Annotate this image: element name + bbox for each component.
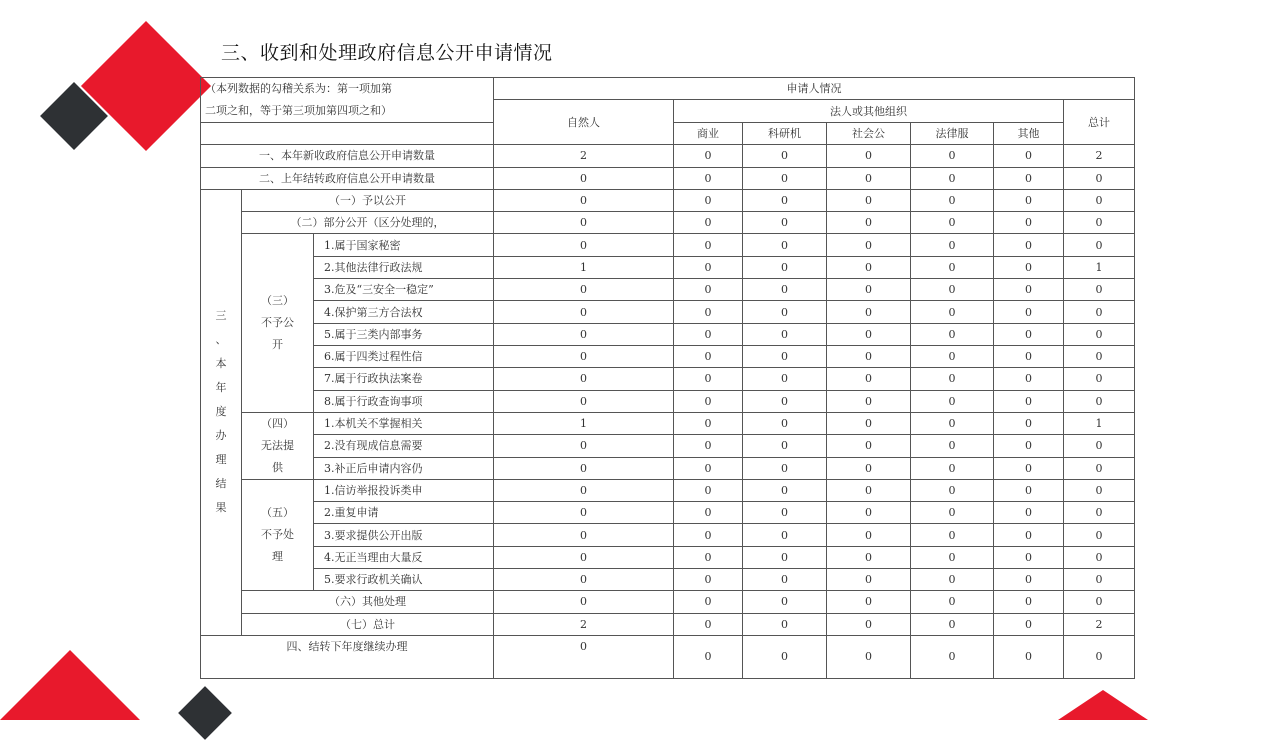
header-sub-business: 商业 xyxy=(674,123,743,145)
value-cell: 0 xyxy=(743,234,827,256)
value-cell: 0 xyxy=(911,256,994,278)
value-cell: 0 xyxy=(743,301,827,323)
value-cell: 1 xyxy=(1064,412,1135,434)
value-cell: 0 xyxy=(827,502,911,524)
header-legal-person: 法人或其他组织 xyxy=(674,100,1064,123)
value-cell: 0 xyxy=(994,569,1064,591)
value-cell: 0 xyxy=(1064,479,1135,501)
section-three-label: 三 、 本 年 度 办 理 结 果 xyxy=(201,189,242,635)
row-label: 1.本机关不掌握相关 xyxy=(314,412,494,434)
value-cell: 0 xyxy=(994,323,1064,345)
value-cell: 0 xyxy=(994,613,1064,635)
value-cell: 0 xyxy=(911,301,994,323)
value-cell: 0 xyxy=(994,435,1064,457)
value-cell: 0 xyxy=(911,189,994,211)
value-cell: 0 xyxy=(994,145,1064,167)
value-cell: 0 xyxy=(827,301,911,323)
header-note-cont xyxy=(201,123,494,145)
value-cell: 0 xyxy=(674,234,743,256)
value-cell: 0 xyxy=(494,212,674,234)
value-cell: 0 xyxy=(994,234,1064,256)
value-cell: 0 xyxy=(674,189,743,211)
value-cell: 0 xyxy=(743,546,827,568)
value-cell: 0 xyxy=(674,635,743,678)
value-cell: 0 xyxy=(827,412,911,434)
value-cell: 0 xyxy=(994,412,1064,434)
value-cell: 1 xyxy=(1064,256,1135,278)
value-cell: 0 xyxy=(827,279,911,301)
value-cell: 0 xyxy=(1064,323,1135,345)
value-cell: 0 xyxy=(674,412,743,434)
row-label: 3.要求提供公开出版 xyxy=(314,524,494,546)
row-label: 3.补正后申请内容仍 xyxy=(314,457,494,479)
red-triangle-bottom-right xyxy=(1058,690,1148,720)
page-title: 三、收到和处理政府信息公开申请情况 xyxy=(221,42,553,64)
value-cell: 0 xyxy=(494,524,674,546)
value-cell: 0 xyxy=(911,479,994,501)
row-label: 7.属于行政执法案卷 xyxy=(314,368,494,390)
value-cell: 2 xyxy=(1064,613,1135,635)
value-cell: 0 xyxy=(994,301,1064,323)
value-cell: 0 xyxy=(1064,457,1135,479)
value-cell: 0 xyxy=(494,279,674,301)
value-cell: 0 xyxy=(494,189,674,211)
value-cell: 0 xyxy=(827,234,911,256)
value-cell: 0 xyxy=(827,479,911,501)
value-cell: 0 xyxy=(827,345,911,367)
value-cell: 0 xyxy=(674,212,743,234)
value-cell: 0 xyxy=(994,189,1064,211)
value-cell: 0 xyxy=(674,613,743,635)
value-cell: 0 xyxy=(911,613,994,635)
value-cell: 0 xyxy=(494,591,674,613)
row-label: 5.要求行政机关确认 xyxy=(314,569,494,591)
value-cell: 0 xyxy=(743,212,827,234)
header-sub-research: 科研机 xyxy=(743,123,827,145)
value-cell: 1 xyxy=(494,256,674,278)
row-label: 4.保护第三方合法权 xyxy=(314,301,494,323)
value-cell: 0 xyxy=(1064,635,1135,678)
red-triangle-bottom-left xyxy=(0,650,140,720)
value-cell: 0 xyxy=(674,546,743,568)
value-cell: 0 xyxy=(994,635,1064,678)
value-cell: 0 xyxy=(827,189,911,211)
value-cell: 0 xyxy=(994,212,1064,234)
value-cell: 2 xyxy=(494,613,674,635)
header-total: 总计 xyxy=(1064,100,1135,145)
value-cell: 0 xyxy=(1064,279,1135,301)
value-cell: 0 xyxy=(494,479,674,501)
row-label: 5.属于三类内部事务 xyxy=(314,323,494,345)
value-cell: 0 xyxy=(674,524,743,546)
value-cell: 2 xyxy=(1064,145,1135,167)
value-cell: 0 xyxy=(674,279,743,301)
value-cell: 0 xyxy=(1064,546,1135,568)
value-cell: 0 xyxy=(674,256,743,278)
header-natural-person: 自然人 xyxy=(494,100,674,145)
value-cell: 0 xyxy=(743,569,827,591)
value-cell: 0 xyxy=(827,524,911,546)
value-cell: 0 xyxy=(911,635,994,678)
value-cell: 0 xyxy=(994,390,1064,412)
value-cell: 0 xyxy=(494,435,674,457)
value-cell: 0 xyxy=(994,167,1064,189)
value-cell: 0 xyxy=(674,435,743,457)
value-cell: 0 xyxy=(911,502,994,524)
row-label: 1.属于国家秘密 xyxy=(314,234,494,256)
value-cell: 0 xyxy=(743,279,827,301)
row-label: 一、本年新收政府信息公开申请数量 xyxy=(201,145,494,167)
value-cell: 0 xyxy=(743,479,827,501)
value-cell: 0 xyxy=(994,345,1064,367)
value-cell: 0 xyxy=(674,591,743,613)
row-label: 四、结转下年度继续办理 xyxy=(201,635,494,678)
row-label: 4.无正当理由大量反 xyxy=(314,546,494,568)
red-diamond-decoration xyxy=(81,21,211,151)
value-cell: 0 xyxy=(994,546,1064,568)
value-cell: 0 xyxy=(994,457,1064,479)
application-stats-table xyxy=(200,77,1135,679)
value-cell: 0 xyxy=(743,502,827,524)
value-cell: 0 xyxy=(911,546,994,568)
value-cell: 0 xyxy=(1064,390,1135,412)
value-cell: 0 xyxy=(1064,212,1135,234)
value-cell: 0 xyxy=(827,591,911,613)
value-cell: 0 xyxy=(743,189,827,211)
value-cell: 0 xyxy=(911,279,994,301)
value-cell: 0 xyxy=(674,390,743,412)
value-cell: 0 xyxy=(674,301,743,323)
value-cell: 0 xyxy=(1064,435,1135,457)
value-cell: 0 xyxy=(674,145,743,167)
value-cell: 0 xyxy=(994,524,1064,546)
value-cell: 0 xyxy=(1064,569,1135,591)
value-cell: 0 xyxy=(743,613,827,635)
value-cell: 0 xyxy=(827,546,911,568)
value-cell: 1 xyxy=(494,412,674,434)
value-cell: 0 xyxy=(743,457,827,479)
value-cell: 0 xyxy=(827,390,911,412)
row-label: 3.危及“三安全一稳定” xyxy=(314,279,494,301)
value-cell: 0 xyxy=(494,345,674,367)
header-note: （本列数据的勾稽关系为：第一项加第 二项之和，等于第三项加第四项之和） xyxy=(201,78,494,123)
value-cell: 0 xyxy=(674,479,743,501)
value-cell: 0 xyxy=(674,457,743,479)
value-cell: 0 xyxy=(674,167,743,189)
value-cell: 0 xyxy=(994,502,1064,524)
header-sub-other: 其他 xyxy=(994,123,1064,145)
row-label: （七）总计 xyxy=(242,613,494,635)
value-cell: 0 xyxy=(911,368,994,390)
value-cell: 0 xyxy=(827,167,911,189)
value-cell: 0 xyxy=(994,591,1064,613)
value-cell: 0 xyxy=(1064,167,1135,189)
value-cell: 0 xyxy=(743,145,827,167)
value-cell: 0 xyxy=(911,345,994,367)
value-cell: 0 xyxy=(911,167,994,189)
value-cell: 0 xyxy=(911,412,994,434)
value-cell: 0 xyxy=(827,569,911,591)
value-cell: 0 xyxy=(911,524,994,546)
value-cell: 0 xyxy=(911,569,994,591)
row-label: 2.没有现成信息需要 xyxy=(314,435,494,457)
header-sub-social: 社会公 xyxy=(827,123,911,145)
value-cell: 0 xyxy=(911,212,994,234)
row-label: （二）部分公开（区分处理的， xyxy=(242,212,494,234)
row-label: 二、上年结转政府信息公开申请数量 xyxy=(201,167,494,189)
value-cell: 0 xyxy=(494,502,674,524)
row-label: （一）予以公开 xyxy=(242,189,494,211)
value-cell: 0 xyxy=(743,167,827,189)
value-cell: 0 xyxy=(827,256,911,278)
header-applicant: 申请人情况 xyxy=(494,78,1135,100)
value-cell: 0 xyxy=(911,390,994,412)
value-cell: 0 xyxy=(494,167,674,189)
value-cell: 0 xyxy=(743,524,827,546)
value-cell: 0 xyxy=(911,234,994,256)
value-cell: 0 xyxy=(827,435,911,457)
group-label: （五） 不予处 理 xyxy=(242,479,314,590)
value-cell: 0 xyxy=(994,256,1064,278)
value-cell: 0 xyxy=(827,635,911,678)
dark-diamond-bottom xyxy=(178,686,232,740)
value-cell: 0 xyxy=(494,390,674,412)
value-cell: 0 xyxy=(743,435,827,457)
value-cell: 0 xyxy=(911,145,994,167)
value-cell: 0 xyxy=(1064,524,1135,546)
value-cell: 0 xyxy=(494,234,674,256)
value-cell: 0 xyxy=(1064,189,1135,211)
value-cell: 0 xyxy=(994,479,1064,501)
value-cell: 0 xyxy=(674,502,743,524)
value-cell: 0 xyxy=(743,635,827,678)
row-label: 2.重复申请 xyxy=(314,502,494,524)
value-cell: 0 xyxy=(1064,234,1135,256)
value-cell: 0 xyxy=(743,345,827,367)
value-cell: 0 xyxy=(1064,591,1135,613)
value-cell: 0 xyxy=(494,301,674,323)
value-cell: 0 xyxy=(827,212,911,234)
value-cell: 0 xyxy=(674,323,743,345)
value-cell: 0 xyxy=(994,368,1064,390)
value-cell: 0 xyxy=(911,323,994,345)
row-label: 6.属于四类过程性信 xyxy=(314,345,494,367)
value-cell: 0 xyxy=(743,412,827,434)
value-cell: 0 xyxy=(911,435,994,457)
value-cell: 0 xyxy=(743,390,827,412)
value-cell: 0 xyxy=(1064,502,1135,524)
value-cell: 0 xyxy=(827,368,911,390)
value-cell: 0 xyxy=(494,457,674,479)
value-cell: 0 xyxy=(743,591,827,613)
value-cell: 0 xyxy=(743,256,827,278)
value-cell: 0 xyxy=(743,323,827,345)
value-cell: 0 xyxy=(911,591,994,613)
value-cell: 0 xyxy=(494,323,674,345)
value-cell: 0 xyxy=(994,279,1064,301)
value-cell: 0 xyxy=(494,546,674,568)
value-cell: 0 xyxy=(827,145,911,167)
value-cell: 0 xyxy=(911,457,994,479)
value-cell: 0 xyxy=(494,635,674,678)
value-cell: 0 xyxy=(743,368,827,390)
row-label: 8.属于行政查询事项 xyxy=(314,390,494,412)
header-sub-legal: 法律服 xyxy=(911,123,994,145)
value-cell: 0 xyxy=(674,345,743,367)
group-label: （四） 无法提 供 xyxy=(242,412,314,479)
group-label: （三） 不予公 开 xyxy=(242,234,314,412)
value-cell: 0 xyxy=(1064,301,1135,323)
value-cell: 0 xyxy=(674,569,743,591)
value-cell: 2 xyxy=(494,145,674,167)
row-label: （六）其他处理 xyxy=(242,591,494,613)
value-cell: 0 xyxy=(827,613,911,635)
value-cell: 0 xyxy=(827,457,911,479)
value-cell: 0 xyxy=(1064,368,1135,390)
value-cell: 0 xyxy=(494,368,674,390)
value-cell: 0 xyxy=(494,569,674,591)
value-cell: 0 xyxy=(674,368,743,390)
value-cell: 0 xyxy=(1064,345,1135,367)
row-label: 2.其他法律行政法规 xyxy=(314,256,494,278)
row-label: 1.信访举报投诉类申 xyxy=(314,479,494,501)
value-cell: 0 xyxy=(827,323,911,345)
